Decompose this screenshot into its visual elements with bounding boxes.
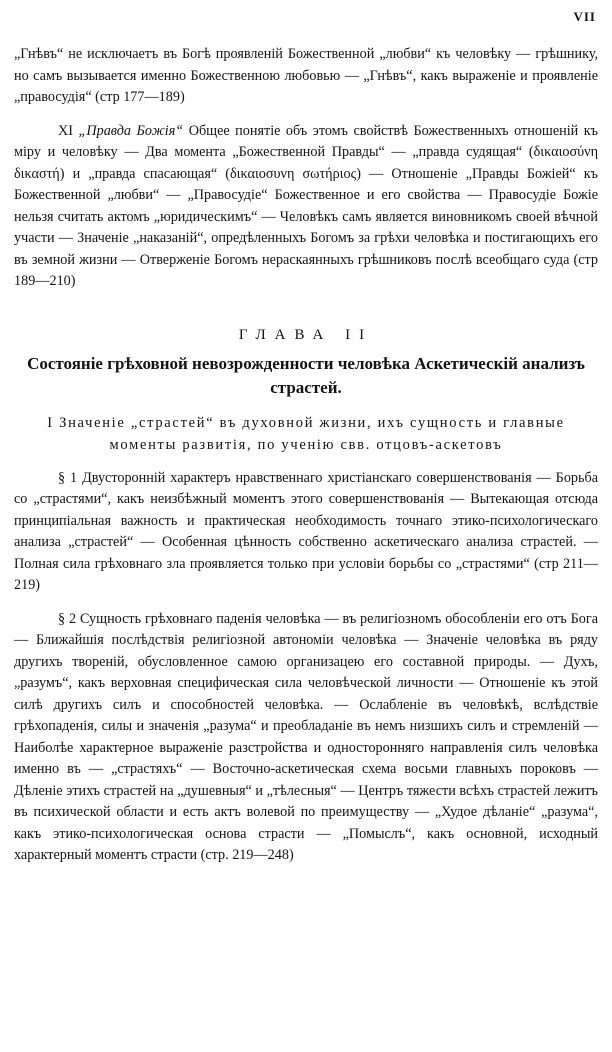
page-number: VII <box>573 9 596 24</box>
paragraph-2: § 2 Сущность грѣховнаго паденія человѣка — въ религіозномъ обособленіи его отъ Бога — Ближайшія послѣдствія религіозной автономіи человѣка — Значеніе человѣка въ ряду другихъ твореній, обусловленное самою организацею его составной природы. — Духъ, „разумъ“, какъ верховная специфическая сила человѣческой личности — Отношеніе къ этой силѣ другихъ силъ и способностей человѣка. — Ослабленіе въ человѣкѣ, вслѣдствіе грѣхопаденія, силы и значенія „разума“ и преобладаніе въ немъ низшихъ силъ и стремленій — Наиболѣе характерное выраженіе разстройства и односторонняго направленія силъ человѣка именно въ — „страстяхъ“ — Восточно-аскетическая схема восьми главныхъ пороковъ — Дѣленіе этихъ страстей на „душевныя“ и „тѣлесныя“ — Центръ тяжести всѣхъ страстей лежитъ въ психической области и есть актъ волевой по преимуществу — „Худое дѣланіе“ „разума“, какъ этико-психологическая основа страсти — „Помыслъ“, какъ основной, исходный характерный моментъ страсти (стр. 219—248) <box>14 610 598 863</box>
subsection-title: I Значеніе „страстей“ въ духовной жизни, ихъ сущность и главные моменты развитія, по ученію свв. отцовъ-аскетовъ <box>47 414 565 453</box>
chapter-heading: ГЛАВА II <box>238 326 374 343</box>
section-xi-text: Общее понятіе объ этомъ свойствѣ Божественныхъ отношеній къ міру и человѣку — Два момента „Божественной Правды“ — „правда судящая“ (δικαιοσύνη δικαστή) и „правда спасающая“ (δικαιοσυνη σωτήριος) — Отношеніе „Правды Божіей“ къ Божественной „любви“ — „Правосудіе“ Божественное и его свойства — Правосудіе Божіе нельзя считать актомъ „юридическимъ“ — Человѣкъ самъ является виновникомъ своей вѣчной участи — Значеніе „наказаній“, опредѣленныхъ Богомъ за грѣхи человѣка и постигающихъ его въ земной жизни — Отверженіе Богомъ нераскаянныхъ грѣшниковъ послѣ всеобщаго суда (стр 189—210) <box>14 122 598 289</box>
section-xi-number: XI <box>58 122 73 139</box>
chapter-title: Состояніе грѣховной невозрожденности человѣка Аскетическій анализъ страстей. <box>27 353 585 397</box>
intro-paragraph: „Гнѣвъ“ не исключаетъ въ Богѣ проявленій Божественной „любви“ къ человѣку — грѣшнику, но самъ вызывается именно Божественною любовью — „Гнѣвъ“, какъ выраженіе и проявленіе „правосудія“ (стр 177—189) <box>14 46 598 105</box>
section-xi-title: „Правда Божія“ <box>78 122 184 139</box>
page-content <box>14 44 598 867</box>
paragraph-1: § 1 Двусторонній характеръ нравственнаго христіанскаго совершенствованія — Борьба со „страстями“, какъ неизбѣжный моментъ этого совершенствованія — Вытекающая отсюда принципіальная важность и практическая необходимость точнаго этико-психологическаго анализа „страстей“ — Особенная цѣнность собственно аскетическаго анализа страстей. — Полная сила грѣховнаго зла проявляется только при условіи борьбы со „страстями“ (стр 211—219) <box>14 469 598 593</box>
section-xi-paragraph <box>14 121 598 293</box>
